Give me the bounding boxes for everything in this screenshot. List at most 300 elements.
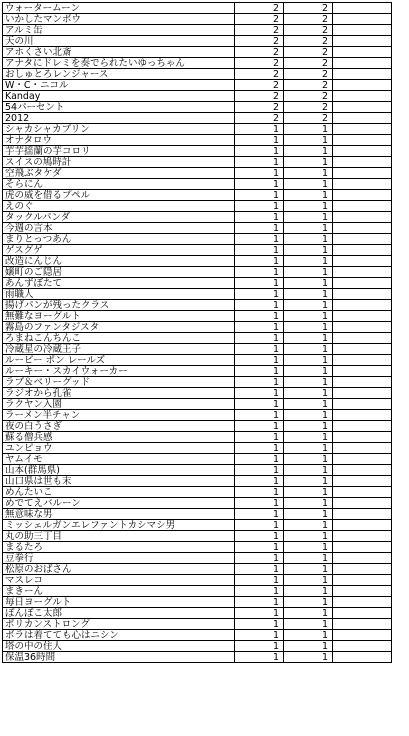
table-row	[3, 289, 392, 300]
table-row	[3, 58, 392, 69]
name-cell[interactable]: えのぐ	[3, 201, 235, 212]
table-row	[3, 36, 392, 47]
value-cell-2[interactable]: 1	[284, 564, 333, 575]
table-row	[3, 487, 392, 498]
value-cell-1[interactable]: 1	[235, 245, 284, 256]
name-cell[interactable]: 夜の白うさぎ	[3, 421, 235, 432]
name-cell[interactable]: 塔の中の住人	[3, 641, 235, 652]
value-cell-2[interactable]: 1	[284, 487, 333, 498]
value-cell-2[interactable]: 2	[284, 36, 333, 47]
table-row	[3, 311, 392, 322]
value-cell-2[interactable]: 1	[284, 355, 333, 366]
table-row	[3, 322, 392, 333]
value-cell-1[interactable]: 1	[235, 135, 284, 146]
empty-cell[interactable]	[333, 619, 392, 630]
name-cell[interactable]: まりとっつあん	[3, 234, 235, 245]
name-cell[interactable]: いかしたマンボウ	[3, 14, 235, 25]
empty-cell[interactable]	[333, 355, 392, 366]
table-row	[3, 333, 392, 344]
value-cell-2[interactable]: 1	[284, 586, 333, 597]
table-row	[3, 520, 392, 531]
name-cell[interactable]: ユンピョウ	[3, 443, 235, 454]
value-cell-1[interactable]: 1	[235, 355, 284, 366]
value-cell-2[interactable]: 1	[284, 476, 333, 487]
table-row	[3, 91, 392, 102]
value-cell-1[interactable]: 1	[235, 377, 284, 388]
value-cell-1[interactable]: 1	[235, 124, 284, 135]
value-cell-2[interactable]: 1	[284, 201, 333, 212]
value-cell-1[interactable]: 1	[235, 597, 284, 608]
table-row	[3, 3, 392, 14]
value-cell-2[interactable]: 1	[284, 300, 333, 311]
name-cell[interactable]: ルーキー・スカイウォーカー	[3, 366, 235, 377]
name-cell[interactable]: ラブ＆ベリーグッド	[3, 377, 235, 388]
table-row	[3, 465, 392, 476]
value-cell-2[interactable]: 1	[284, 641, 333, 652]
table-row	[3, 553, 392, 564]
empty-cell[interactable]	[333, 421, 392, 432]
value-cell-2[interactable]: 1	[284, 542, 333, 553]
name-cell[interactable]: 今週の言本	[3, 223, 235, 234]
value-cell-1[interactable]: 1	[235, 498, 284, 509]
empty-cell[interactable]	[333, 300, 392, 311]
table-row	[3, 652, 392, 663]
name-cell[interactable]: ボラは着てても心はニシン	[3, 630, 235, 641]
name-cell[interactable]: 無難なヨーグルト	[3, 311, 235, 322]
value-cell-1[interactable]: 1	[235, 399, 284, 410]
value-cell-1[interactable]: 1	[235, 454, 284, 465]
table-row	[3, 366, 392, 377]
value-cell-1[interactable]: 1	[235, 344, 284, 355]
name-cell[interactable]: シャカシャカプリン	[3, 124, 235, 135]
value-cell-2[interactable]: 1	[284, 652, 333, 663]
empty-cell[interactable]	[333, 597, 392, 608]
value-cell-2[interactable]: 1	[284, 630, 333, 641]
value-cell-2[interactable]: 1	[284, 553, 333, 564]
table-row	[3, 223, 392, 234]
empty-cell[interactable]	[333, 465, 392, 476]
value-cell-1[interactable]: 2	[235, 36, 284, 47]
value-cell-2[interactable]: 1	[284, 597, 333, 608]
empty-cell[interactable]	[333, 564, 392, 575]
empty-cell[interactable]	[333, 410, 392, 421]
value-cell-1[interactable]: 2	[235, 113, 284, 124]
empty-cell[interactable]	[333, 641, 392, 652]
table-row	[3, 531, 392, 542]
value-cell-2[interactable]: 1	[284, 234, 333, 245]
name-cell[interactable]: ウォータームーン	[3, 3, 235, 14]
table-row	[3, 135, 392, 146]
name-cell[interactable]: まきーん	[3, 586, 235, 597]
empty-cell[interactable]	[333, 212, 392, 223]
empty-cell[interactable]	[333, 267, 392, 278]
table-row	[3, 564, 392, 575]
table-row	[3, 278, 392, 289]
empty-cell[interactable]	[333, 399, 392, 410]
value-cell-2[interactable]: 1	[284, 267, 333, 278]
name-cell[interactable]: 保温36時間	[3, 652, 235, 663]
empty-cell[interactable]	[333, 69, 392, 80]
table-row	[3, 113, 392, 124]
value-cell-2[interactable]: 1	[284, 190, 333, 201]
value-cell-1[interactable]: 1	[235, 509, 284, 520]
value-cell-1[interactable]: 2	[235, 3, 284, 14]
value-cell-2[interactable]: 2	[284, 91, 333, 102]
empty-cell[interactable]	[333, 531, 392, 542]
empty-cell[interactable]	[333, 311, 392, 322]
table-row	[3, 157, 392, 168]
name-cell[interactable]: マスレコ	[3, 575, 235, 586]
value-cell-1[interactable]: 1	[235, 432, 284, 443]
name-cell[interactable]: ミッシェルガンエレファントカシマシ男	[3, 520, 235, 531]
table-row	[3, 201, 392, 212]
table-row	[3, 124, 392, 135]
name-cell[interactable]: 霧島のファンタジスタ	[3, 322, 235, 333]
name-cell[interactable]: アルミ缶	[3, 25, 235, 36]
table-row	[3, 432, 392, 443]
empty-cell[interactable]	[333, 322, 392, 333]
empty-cell[interactable]	[333, 146, 392, 157]
name-cell[interactable]: ラーメン半チャン	[3, 410, 235, 421]
table-row	[3, 190, 392, 201]
table-row	[3, 146, 392, 157]
value-cell-1[interactable]: 1	[235, 630, 284, 641]
value-cell-1[interactable]: 1	[235, 410, 284, 421]
value-cell-1[interactable]: 1	[235, 575, 284, 586]
name-cell[interactable]: ヤムイモ	[3, 454, 235, 465]
value-cell-1[interactable]: 1	[235, 190, 284, 201]
empty-cell[interactable]	[333, 190, 392, 201]
value-cell-1[interactable]: 1	[235, 256, 284, 267]
empty-cell[interactable]	[333, 476, 392, 487]
spreadsheet-body	[3, 3, 392, 663]
name-cell[interactable]: アホくさい北斎	[3, 47, 235, 58]
name-cell[interactable]: 山本(群馬県)	[3, 465, 235, 476]
table-row	[3, 509, 392, 520]
empty-cell[interactable]	[333, 542, 392, 553]
value-cell-2[interactable]: 1	[284, 432, 333, 443]
value-cell-2[interactable]: 1	[284, 366, 333, 377]
value-cell-1[interactable]: 2	[235, 102, 284, 113]
table-row	[3, 377, 392, 388]
empty-cell[interactable]	[333, 575, 392, 586]
name-cell[interactable]: 蘇る僧兵感	[3, 432, 235, 443]
name-cell[interactable]: 2012	[3, 113, 235, 124]
empty-cell[interactable]	[333, 289, 392, 300]
value-cell-1[interactable]: 1	[235, 443, 284, 454]
table-row	[3, 542, 392, 553]
empty-cell[interactable]	[333, 234, 392, 245]
value-cell-2[interactable]: 1	[284, 135, 333, 146]
value-cell-1[interactable]: 2	[235, 69, 284, 80]
empty-cell[interactable]	[333, 102, 392, 113]
table-row	[3, 25, 392, 36]
table-row	[3, 47, 392, 58]
name-cell[interactable]: ラジオから孔雀	[3, 388, 235, 399]
empty-cell[interactable]	[333, 223, 392, 234]
empty-cell[interactable]	[333, 25, 392, 36]
value-cell-1[interactable]: 2	[235, 25, 284, 36]
table-row	[3, 498, 392, 509]
empty-cell[interactable]	[333, 388, 392, 399]
table-row	[3, 388, 392, 399]
name-cell[interactable]: ゲスグゲ	[3, 245, 235, 256]
table-row	[3, 630, 392, 641]
value-cell-1[interactable]: 1	[235, 608, 284, 619]
value-cell-1[interactable]: 2	[235, 80, 284, 91]
table-row	[3, 575, 392, 586]
empty-cell[interactable]	[333, 113, 392, 124]
empty-cell[interactable]	[333, 586, 392, 597]
value-cell-1[interactable]: 2	[235, 58, 284, 69]
name-cell[interactable]: 空飛ぶタケダ	[3, 168, 235, 179]
table-row	[3, 168, 392, 179]
empty-cell[interactable]	[333, 432, 392, 443]
value-cell-2[interactable]: 1	[284, 520, 333, 531]
value-cell-1[interactable]: 1	[235, 267, 284, 278]
value-cell-2[interactable]: 1	[284, 509, 333, 520]
value-cell-2[interactable]: 1	[284, 278, 333, 289]
name-cell[interactable]: 天の川	[3, 36, 235, 47]
value-cell-2[interactable]: 1	[284, 575, 333, 586]
name-cell[interactable]: オナタロウ	[3, 135, 235, 146]
table-row	[3, 212, 392, 223]
table-row	[3, 14, 392, 25]
empty-cell[interactable]	[333, 333, 392, 344]
value-cell-1[interactable]: 2	[235, 47, 284, 58]
empty-cell[interactable]	[333, 443, 392, 454]
name-cell[interactable]: まるたろ	[3, 542, 235, 553]
value-cell-1[interactable]: 1	[235, 531, 284, 542]
value-cell-1[interactable]: 1	[235, 487, 284, 498]
empty-cell[interactable]	[333, 608, 392, 619]
table-row	[3, 69, 392, 80]
table-row	[3, 245, 392, 256]
name-cell[interactable]: おしゅとろレンジャース	[3, 69, 235, 80]
value-cell-2[interactable]: 1	[284, 619, 333, 630]
value-cell-2[interactable]: 2	[284, 25, 333, 36]
empty-cell[interactable]	[333, 179, 392, 190]
value-cell-1[interactable]: 1	[235, 641, 284, 652]
value-cell-2[interactable]: 2	[284, 102, 333, 113]
name-cell[interactable]: ルービー ポン レールズ	[3, 355, 235, 366]
table-row	[3, 80, 392, 91]
value-cell-1[interactable]: 1	[235, 476, 284, 487]
value-cell-2[interactable]: 1	[284, 212, 333, 223]
value-cell-1[interactable]: 1	[235, 300, 284, 311]
value-cell-2[interactable]: 1	[284, 454, 333, 465]
table-row	[3, 256, 392, 267]
table-row	[3, 597, 392, 608]
value-cell-2[interactable]: 2	[284, 14, 333, 25]
value-cell-2[interactable]: 1	[284, 256, 333, 267]
empty-cell[interactable]	[333, 344, 392, 355]
table-row	[3, 619, 392, 630]
table-row	[3, 344, 392, 355]
table-row	[3, 102, 392, 113]
name-cell[interactable]: 雨職人	[3, 289, 235, 300]
empty-cell[interactable]	[333, 520, 392, 531]
table-row	[3, 355, 392, 366]
value-cell-1[interactable]: 1	[235, 421, 284, 432]
value-cell-1[interactable]: 1	[235, 564, 284, 575]
name-cell[interactable]: めでてえバルーン	[3, 498, 235, 509]
value-cell-1[interactable]: 2	[235, 91, 284, 102]
spreadsheet-table	[2, 2, 392, 663]
value-cell-2[interactable]: 2	[284, 47, 333, 58]
value-cell-1[interactable]: 1	[235, 388, 284, 399]
value-cell-2[interactable]: 1	[284, 146, 333, 157]
value-cell-1[interactable]: 1	[235, 157, 284, 168]
empty-cell[interactable]	[333, 168, 392, 179]
value-cell-1[interactable]: 1	[235, 553, 284, 564]
empty-cell[interactable]	[333, 454, 392, 465]
value-cell-1[interactable]: 1	[235, 520, 284, 531]
name-cell[interactable]: ポリカンストロング	[3, 619, 235, 630]
empty-cell[interactable]	[333, 498, 392, 509]
value-cell-2[interactable]: 1	[284, 179, 333, 190]
empty-cell[interactable]	[333, 36, 392, 47]
value-cell-2[interactable]: 1	[284, 421, 333, 432]
empty-cell[interactable]	[333, 652, 392, 663]
table-row	[3, 300, 392, 311]
name-cell[interactable]: アナタにドレミを奏でられたいゆっちゃん	[3, 58, 235, 69]
empty-cell[interactable]	[333, 3, 392, 14]
value-cell-1[interactable]: 1	[235, 212, 284, 223]
value-cell-1[interactable]: 1	[235, 289, 284, 300]
empty-cell[interactable]	[333, 157, 392, 168]
name-cell[interactable]: 改造にんじん	[3, 256, 235, 267]
name-cell[interactable]: Kanday	[3, 91, 235, 102]
value-cell-2[interactable]: 2	[284, 113, 333, 124]
table-row	[3, 267, 392, 278]
table-row	[3, 234, 392, 245]
value-cell-1[interactable]: 1	[235, 652, 284, 663]
table-row	[3, 421, 392, 432]
value-cell-2[interactable]: 1	[284, 333, 333, 344]
empty-cell[interactable]	[333, 256, 392, 267]
value-cell-2[interactable]: 2	[284, 58, 333, 69]
table-row	[3, 179, 392, 190]
table-row	[3, 410, 392, 421]
name-cell[interactable]: 揚げパンが残ったクラス	[3, 300, 235, 311]
value-cell-2[interactable]: 1	[284, 377, 333, 388]
empty-cell[interactable]	[333, 487, 392, 498]
value-cell-1[interactable]: 2	[235, 14, 284, 25]
value-cell-2[interactable]: 1	[284, 399, 333, 410]
name-cell[interactable]: ぽんぽこ太郎	[3, 608, 235, 619]
empty-cell[interactable]	[333, 80, 392, 91]
value-cell-1[interactable]: 1	[235, 322, 284, 333]
value-cell-2[interactable]: 1	[284, 498, 333, 509]
name-cell[interactable]: 丸の助三丁目	[3, 531, 235, 542]
empty-cell[interactable]	[333, 630, 392, 641]
value-cell-2[interactable]: 2	[284, 3, 333, 14]
name-cell[interactable]: タックルパンダ	[3, 212, 235, 223]
table-row	[3, 476, 392, 487]
value-cell-1[interactable]: 1	[235, 168, 284, 179]
value-cell-2[interactable]: 1	[284, 388, 333, 399]
value-cell-2[interactable]: 1	[284, 608, 333, 619]
value-cell-1[interactable]: 1	[235, 333, 284, 344]
name-cell[interactable]: ラクヤン入園	[3, 399, 235, 410]
name-cell[interactable]: 毎日ヨーグルト	[3, 597, 235, 608]
empty-cell[interactable]	[333, 91, 392, 102]
value-cell-2[interactable]: 1	[284, 223, 333, 234]
name-cell[interactable]: そらにん	[3, 179, 235, 190]
empty-cell[interactable]	[333, 509, 392, 520]
name-cell[interactable]: 虎の威を借るプペル	[3, 190, 235, 201]
value-cell-1[interactable]: 1	[235, 179, 284, 190]
empty-cell[interactable]	[333, 201, 392, 212]
value-cell-2[interactable]: 1	[284, 124, 333, 135]
name-cell[interactable]: 嬢町のご隠居	[3, 267, 235, 278]
name-cell[interactable]: 冷蔵星の冷蔵王子	[3, 344, 235, 355]
value-cell-2[interactable]: 1	[284, 311, 333, 322]
name-cell[interactable]: 山口県は世も末	[3, 476, 235, 487]
name-cell[interactable]: 豆拳行	[3, 553, 235, 564]
value-cell-2[interactable]: 1	[284, 245, 333, 256]
value-cell-1[interactable]: 1	[235, 465, 284, 476]
value-cell-2[interactable]: 1	[284, 344, 333, 355]
value-cell-1[interactable]: 1	[235, 619, 284, 630]
empty-cell[interactable]	[333, 366, 392, 377]
table-row	[3, 641, 392, 652]
name-cell[interactable]: 松原のおばさん	[3, 564, 235, 575]
name-cell[interactable]: ろまねこんちんこ	[3, 333, 235, 344]
value-cell-1[interactable]: 1	[235, 586, 284, 597]
value-cell-1[interactable]: 1	[235, 278, 284, 289]
empty-cell[interactable]	[333, 278, 392, 289]
empty-cell[interactable]	[333, 124, 392, 135]
value-cell-1[interactable]: 1	[235, 146, 284, 157]
value-cell-2[interactable]: 1	[284, 322, 333, 333]
value-cell-1[interactable]: 1	[235, 223, 284, 234]
value-cell-2[interactable]: 1	[284, 443, 333, 454]
name-cell[interactable]: 芋芋揺蘭の芋コロリ	[3, 146, 235, 157]
empty-cell[interactable]	[333, 245, 392, 256]
value-cell-2[interactable]: 2	[284, 69, 333, 80]
value-cell-2[interactable]: 1	[284, 465, 333, 476]
value-cell-2[interactable]: 1	[284, 168, 333, 179]
table-row	[3, 454, 392, 465]
value-cell-2[interactable]: 2	[284, 80, 333, 91]
name-cell[interactable]: あんずぼたて	[3, 278, 235, 289]
value-cell-2[interactable]: 1	[284, 531, 333, 542]
empty-cell[interactable]	[333, 58, 392, 69]
table-row	[3, 586, 392, 597]
value-cell-1[interactable]: 1	[235, 366, 284, 377]
name-cell[interactable]: めんたいこ	[3, 487, 235, 498]
value-cell-1[interactable]: 1	[235, 201, 284, 212]
name-cell[interactable]: 54パーセント	[3, 102, 235, 113]
value-cell-2[interactable]: 1	[284, 157, 333, 168]
empty-cell[interactable]	[333, 47, 392, 58]
name-cell[interactable]: W・C・ニコル	[3, 80, 235, 91]
name-cell[interactable]: 無意味な男	[3, 509, 235, 520]
empty-cell[interactable]	[333, 14, 392, 25]
value-cell-2[interactable]: 1	[284, 289, 333, 300]
value-cell-2[interactable]: 1	[284, 410, 333, 421]
empty-cell[interactable]	[333, 135, 392, 146]
table-row	[3, 399, 392, 410]
value-cell-1[interactable]: 1	[235, 311, 284, 322]
empty-cell[interactable]	[333, 377, 392, 388]
empty-cell[interactable]	[333, 553, 392, 564]
value-cell-1[interactable]: 1	[235, 234, 284, 245]
value-cell-1[interactable]: 1	[235, 542, 284, 553]
name-cell[interactable]: スイスの鳩時計	[3, 157, 235, 168]
